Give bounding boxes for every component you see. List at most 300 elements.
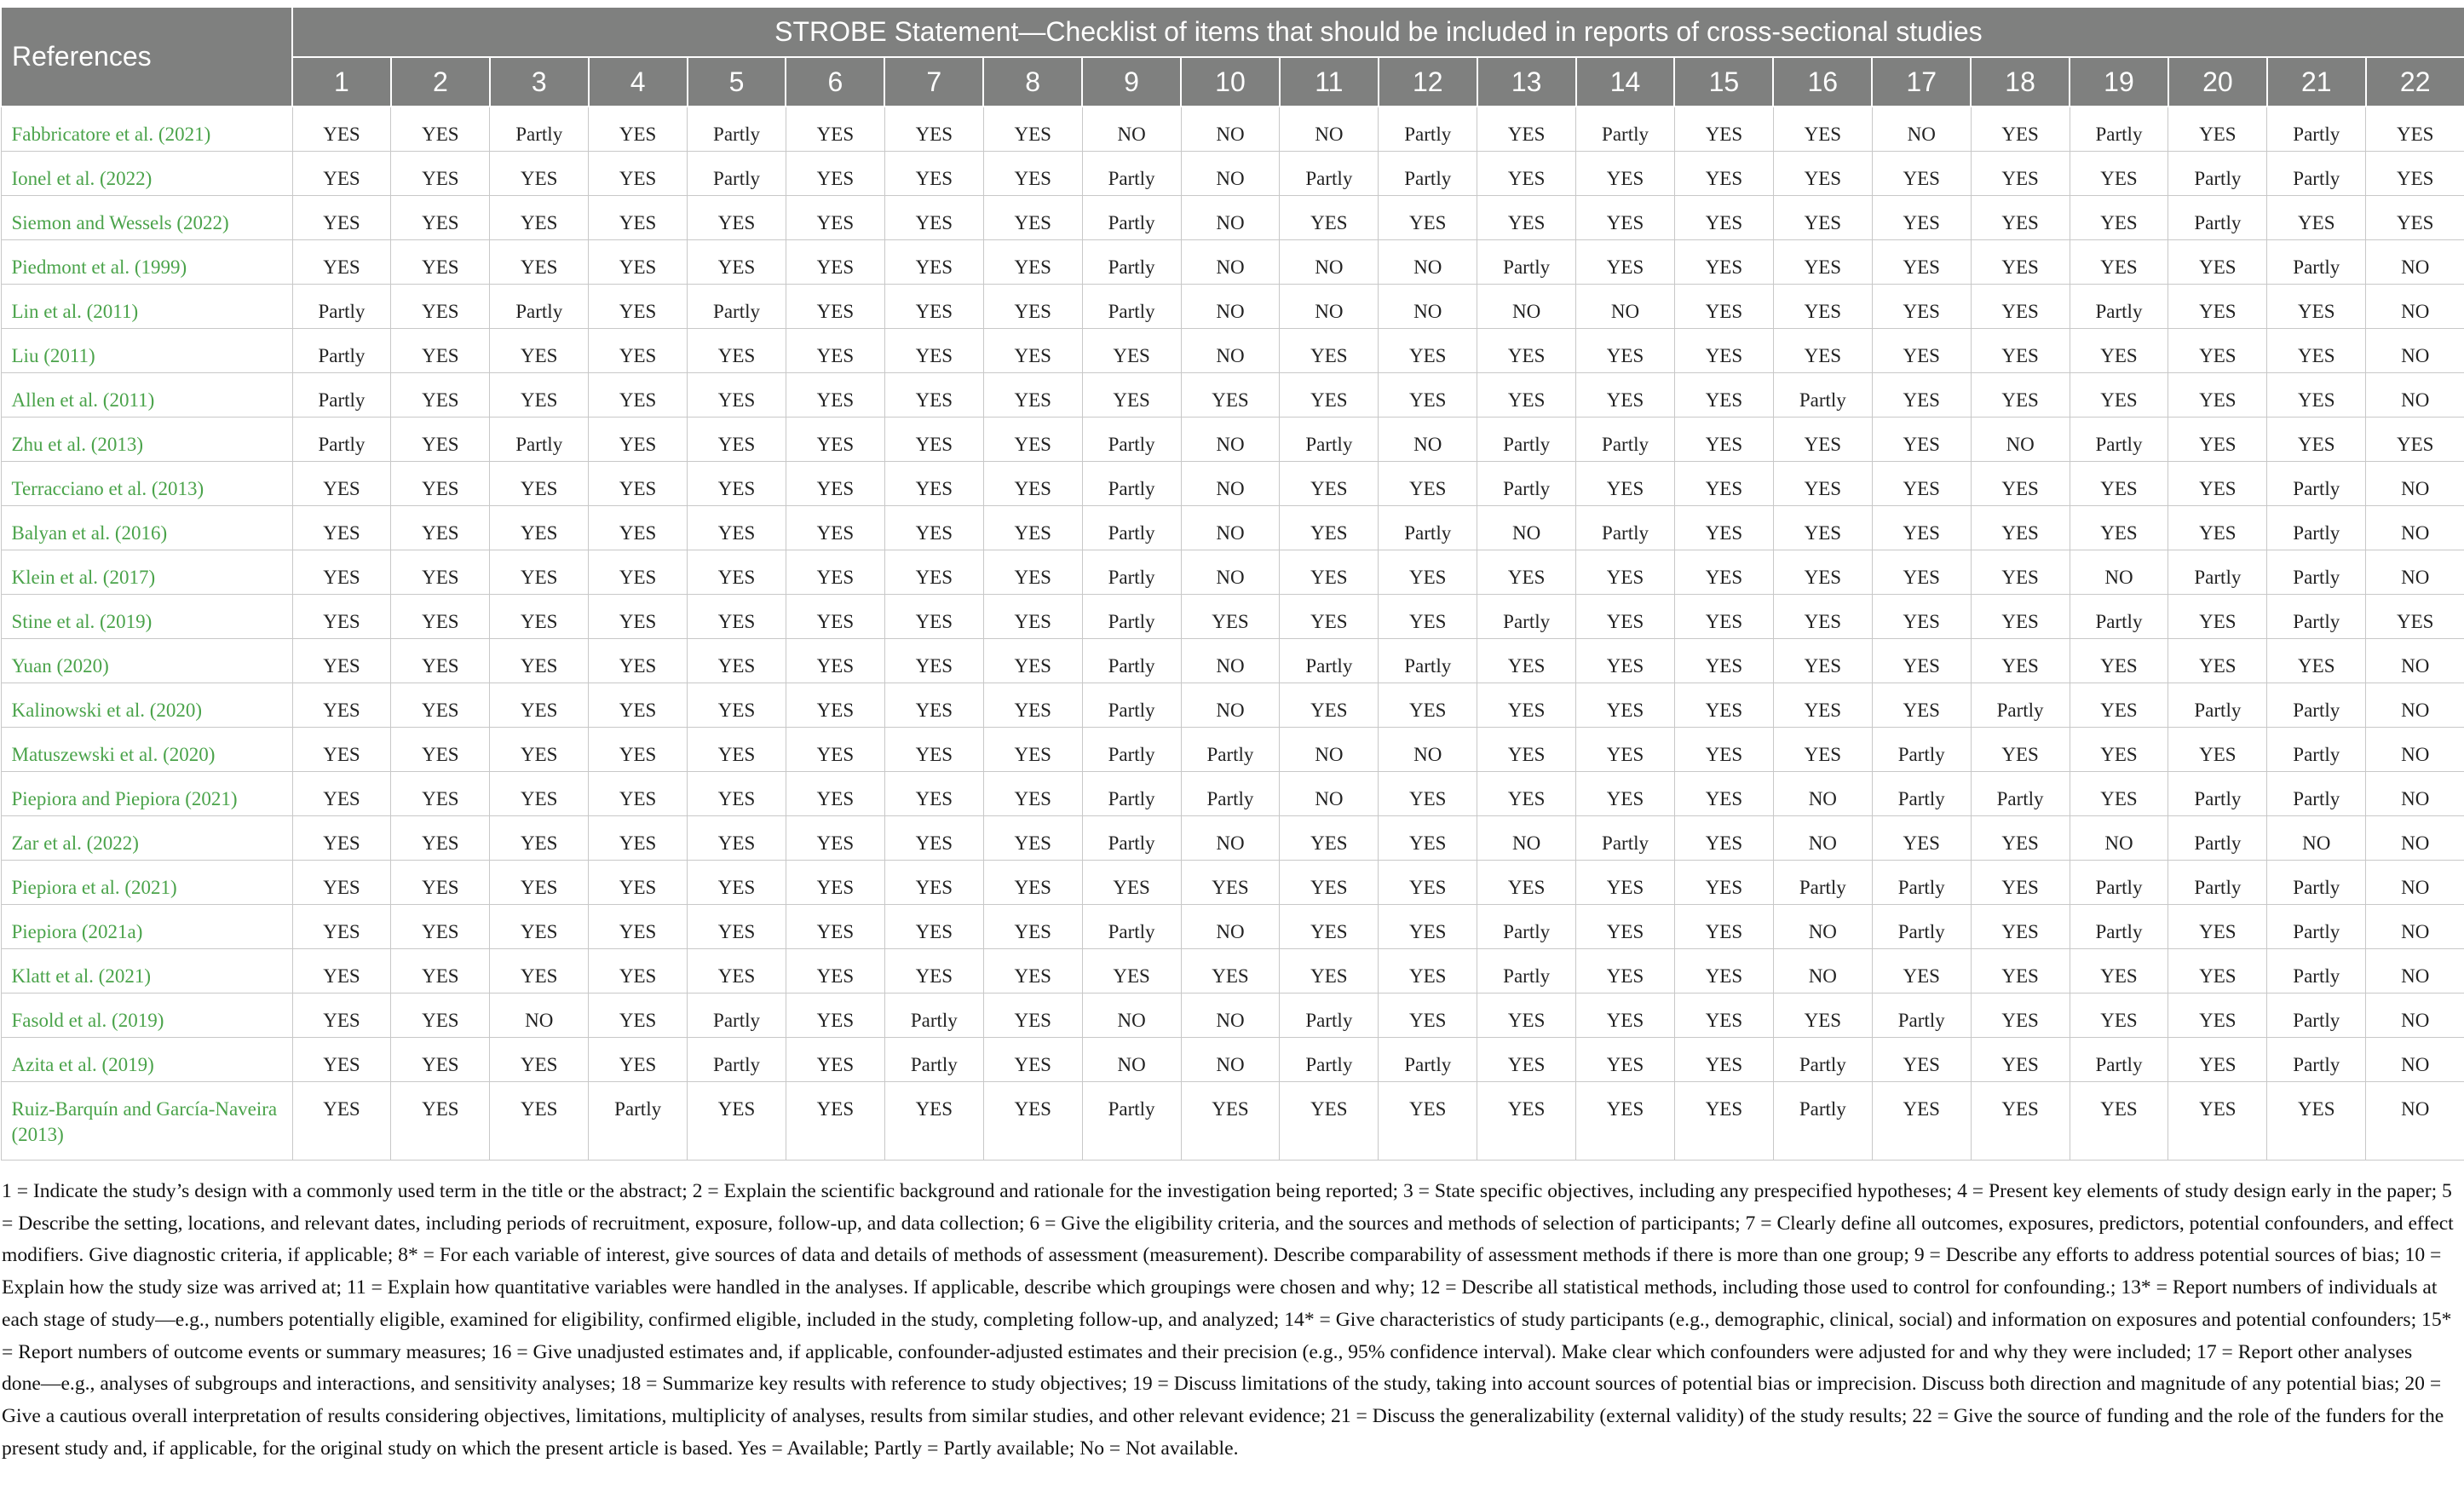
rating-cell: Partly [1971,772,2070,816]
rating-cell: YES [490,905,589,949]
rating-cell: YES [1674,639,1773,683]
reference-link[interactable]: Fabbricatore et al. (2021) [1,107,292,152]
rating-cell: YES [1773,994,1872,1038]
rating-cell: YES [983,1038,1082,1082]
reference-link[interactable]: Matuszewski et al. (2020) [1,728,292,772]
rating-cell: YES [884,772,983,816]
rating-cell: YES [1576,949,1675,994]
reference-link[interactable]: Klein et al. (2017) [1,550,292,595]
rating-cell: YES [688,418,786,462]
rating-cell: NO [2070,816,2168,861]
rating-cell: YES [1082,329,1181,373]
table-row [1,728,2464,772]
table-row [1,462,2464,506]
rating-cell: Partly [2070,905,2168,949]
rating-cell: Partly [2168,196,2267,240]
rating-cell: Partly [2267,1038,2366,1082]
rating-cell: Partly [1082,152,1181,196]
rating-cell: YES [1477,196,1576,240]
rating-cell: Partly [2267,462,2366,506]
rating-cell: Partly [1082,1082,1181,1161]
rating-cell: YES [786,329,884,373]
rating-cell: YES [1674,152,1773,196]
rating-cell: YES [1674,861,1773,905]
rating-cell: YES [1773,196,1872,240]
rating-cell: YES [688,462,786,506]
rating-cell: YES [983,285,1082,329]
rating-cell: YES [1674,905,1773,949]
rating-cell: YES [391,949,490,994]
rating-cell: NO [1181,506,1280,550]
rating-cell: YES [1576,639,1675,683]
rating-cell: YES [1477,1038,1576,1082]
rating-cell: YES [884,196,983,240]
reference-link[interactable]: Piepiora et al. (2021) [1,861,292,905]
item-number-header: 9 [1082,57,1181,107]
rating-cell: YES [1773,550,1872,595]
rating-cell: YES [1082,861,1181,905]
rating-cell: NO [1477,816,1576,861]
rating-cell: Partly [1773,861,1872,905]
rating-cell: YES [1872,506,1971,550]
rating-cell: YES [1674,728,1773,772]
rating-cell: Partly [1971,683,2070,728]
rating-cell: Partly [1280,994,1379,1038]
rating-cell: Partly [2070,595,2168,639]
rating-cell: YES [589,772,688,816]
rating-cell: Partly [292,373,391,418]
rating-cell: YES [2366,152,2464,196]
rating-cell: YES [2366,595,2464,639]
rating-cell: YES [983,772,1082,816]
reference-link[interactable]: Yuan (2020) [1,639,292,683]
rating-cell: YES [2070,329,2168,373]
rating-cell: YES [1971,196,2070,240]
rating-cell: YES [1379,949,1477,994]
rating-cell: YES [391,905,490,949]
rating-cell: Partly [1082,240,1181,285]
rating-cell: YES [490,506,589,550]
rating-cell: YES [490,639,589,683]
rating-cell: YES [1773,639,1872,683]
rating-cell: YES [688,772,786,816]
rating-cell: YES [1280,373,1379,418]
rating-cell: Partly [1082,639,1181,683]
rating-cell: Partly [1477,949,1576,994]
rating-cell: YES [2168,418,2267,462]
rating-cell: YES [1576,772,1675,816]
rating-cell: YES [884,949,983,994]
rating-cell: YES [786,905,884,949]
rating-cell: YES [1280,329,1379,373]
rating-cell: YES [1872,285,1971,329]
rating-cell: YES [1773,728,1872,772]
rating-cell: YES [391,1038,490,1082]
rating-cell: YES [1872,639,1971,683]
rating-cell: Partly [1082,683,1181,728]
rating-cell: YES [1477,152,1576,196]
reference-link[interactable]: Piepiora (2021a) [1,905,292,949]
rating-cell: YES [2168,728,2267,772]
rating-cell: NO [1773,816,1872,861]
rating-cell: YES [2168,240,2267,285]
rating-cell: YES [391,418,490,462]
rating-cell: YES [589,905,688,949]
rating-cell: YES [2168,506,2267,550]
rating-cell: YES [1379,861,1477,905]
table-row [1,550,2464,595]
rating-cell: YES [292,994,391,1038]
reference-link[interactable]: Azita et al. (2019) [1,1038,292,1082]
rating-cell: YES [589,373,688,418]
rating-cell: YES [1773,107,1872,152]
table-row [1,240,2464,285]
reference-link[interactable]: Kalinowski et al. (2020) [1,683,292,728]
rating-cell: YES [1872,683,1971,728]
rating-cell: YES [1181,1082,1280,1161]
table-row [1,196,2464,240]
rating-cell: YES [1773,462,1872,506]
rating-cell: Partly [2267,728,2366,772]
table-row [1,285,2464,329]
rating-cell: YES [391,373,490,418]
rating-cell: YES [490,1082,589,1161]
rating-cell: YES [391,196,490,240]
reference-link[interactable]: Piepiora and Piepiora (2021) [1,772,292,816]
rating-cell: YES [391,1082,490,1161]
item-number-header: 6 [786,57,884,107]
rating-cell: YES [2168,373,2267,418]
reference-link[interactable]: Ruiz-Barquín and García-Naveira (2013) [1,1082,292,1161]
rating-cell: YES [1576,1038,1675,1082]
rating-cell: YES [688,683,786,728]
rating-cell: YES [1379,373,1477,418]
rating-cell: YES [1872,152,1971,196]
rating-cell: Partly [589,1082,688,1161]
rating-cell: YES [490,861,589,905]
rating-cell: YES [1971,550,2070,595]
item-number-header: 1 [292,57,391,107]
rating-cell: NO [1872,107,1971,152]
item-number-header: 21 [2267,57,2366,107]
table-row [1,994,2464,1038]
rating-cell: YES [292,728,391,772]
rating-cell: Partly [1773,373,1872,418]
rating-cell: YES [688,240,786,285]
rating-cell: NO [1181,994,1280,1038]
rating-cell: YES [1674,772,1773,816]
rating-cell: YES [983,595,1082,639]
rating-cell: YES [786,196,884,240]
rating-cell: YES [2070,639,2168,683]
rating-cell: YES [786,240,884,285]
rating-cell: YES [1872,462,1971,506]
rating-cell: YES [983,683,1082,728]
rating-cell: YES [983,994,1082,1038]
rating-cell: YES [1280,462,1379,506]
rating-cell: YES [1773,285,1872,329]
rating-cell: YES [786,994,884,1038]
rating-cell: YES [1971,861,2070,905]
rating-cell: YES [1379,772,1477,816]
rating-cell: Partly [1576,107,1675,152]
rating-cell: YES [1379,550,1477,595]
rating-cell: NO [1576,285,1675,329]
table-row [1,373,2464,418]
rating-cell: YES [391,816,490,861]
rating-cell: YES [1971,107,2070,152]
rating-cell: YES [2070,949,2168,994]
rating-cell: YES [786,506,884,550]
rating-cell: YES [983,418,1082,462]
rating-cell: YES [1773,329,1872,373]
rating-cell: YES [589,728,688,772]
rating-cell: YES [884,639,983,683]
rating-cell: YES [1971,462,2070,506]
rating-cell: YES [391,994,490,1038]
rating-cell: NO [2366,639,2464,683]
rating-cell: YES [1773,595,1872,639]
strobe-statement-header: STROBE Statement—Checklist of items that should be included in reports of cross-sectional studies [292,7,2464,57]
rating-cell: Partly [1576,816,1675,861]
rating-cell: YES [1477,772,1576,816]
rating-cell: YES [490,550,589,595]
rating-cell: YES [2267,373,2366,418]
rating-cell: YES [884,550,983,595]
rating-cell: NO [1477,506,1576,550]
reference-link[interactable]: Ionel et al. (2022) [1,152,292,196]
rating-cell: YES [1872,240,1971,285]
rating-cell: YES [1576,728,1675,772]
rating-cell: YES [688,373,786,418]
rating-cell: Partly [1379,1038,1477,1082]
rating-cell: YES [2168,1038,2267,1082]
strobe-checklist-table [0,6,2464,1161]
rating-cell: Partly [490,418,589,462]
rating-cell: Partly [490,107,589,152]
rating-cell: Partly [1576,506,1675,550]
rating-cell: NO [1280,240,1379,285]
rating-cell: YES [983,373,1082,418]
rating-cell: YES [1576,905,1675,949]
rating-cell: YES [983,329,1082,373]
rating-cell: YES [786,949,884,994]
rating-cell: YES [1773,152,1872,196]
rating-cell: Partly [2267,905,2366,949]
rating-cell: YES [1477,994,1576,1038]
rating-cell: YES [884,683,983,728]
rating-cell: YES [1674,949,1773,994]
reference-link[interactable]: Stine et al. (2019) [1,595,292,639]
rating-cell: NO [2366,683,2464,728]
item-number-header: 10 [1181,57,1280,107]
rating-cell: YES [490,595,589,639]
rating-cell: YES [983,905,1082,949]
rating-cell: YES [1576,240,1675,285]
rating-cell: YES [1872,329,1971,373]
rating-cell: YES [589,329,688,373]
rating-cell: YES [983,240,1082,285]
rating-cell: YES [1971,1082,2070,1161]
rating-cell: YES [2070,196,2168,240]
rating-cell: YES [884,595,983,639]
rating-cell: YES [1280,905,1379,949]
rating-cell: NO [1971,418,2070,462]
rating-cell: YES [1082,949,1181,994]
rating-cell: YES [983,550,1082,595]
rating-cell: YES [490,373,589,418]
rating-cell: YES [786,1082,884,1161]
rating-cell: YES [589,816,688,861]
rating-cell: YES [2267,1082,2366,1161]
rating-cell: YES [1674,550,1773,595]
rating-cell: NO [1082,994,1181,1038]
rating-cell: YES [589,506,688,550]
rating-cell: Partly [1082,905,1181,949]
table-row [1,861,2464,905]
item-number-header: 22 [2366,57,2464,107]
rating-cell: Partly [2267,550,2366,595]
rating-cell: Partly [1082,772,1181,816]
item-number-header: 12 [1379,57,1477,107]
rating-cell: YES [2070,152,2168,196]
rating-cell: YES [1674,240,1773,285]
reference-link[interactable]: Allen et al. (2011) [1,373,292,418]
rating-cell: YES [688,506,786,550]
rating-cell: NO [1181,329,1280,373]
rating-cell: YES [1872,1082,1971,1161]
rating-cell: NO [2366,861,2464,905]
rating-cell: YES [1674,329,1773,373]
rating-cell: YES [1379,462,1477,506]
rating-cell: YES [391,639,490,683]
rating-cell: Partly [1082,816,1181,861]
rating-cell: YES [391,683,490,728]
rating-cell: YES [1773,506,1872,550]
rating-cell: YES [1872,196,1971,240]
rating-cell: YES [2168,1082,2267,1161]
reference-link[interactable]: Siemon and Wessels (2022) [1,196,292,240]
rating-cell: Partly [1082,595,1181,639]
rating-cell: YES [589,949,688,994]
rating-cell: NO [2366,285,2464,329]
rating-cell: YES [1971,639,2070,683]
rating-cell: NO [2366,1038,2464,1082]
rating-cell: YES [292,1082,391,1161]
rating-cell: NO [2366,329,2464,373]
rating-cell: YES [490,196,589,240]
rating-cell: YES [589,418,688,462]
rating-cell: YES [688,905,786,949]
rating-cell: YES [1674,683,1773,728]
table-row [1,772,2464,816]
reference-link[interactable]: Balyan et al. (2016) [1,506,292,550]
reference-link[interactable]: Klatt et al. (2021) [1,949,292,994]
rating-cell: YES [2267,285,2366,329]
rating-cell: YES [1280,1082,1379,1161]
rating-cell: YES [589,639,688,683]
rating-cell: NO [1280,107,1379,152]
rating-cell: YES [884,462,983,506]
rating-cell: Partly [1280,1038,1379,1082]
reference-link[interactable]: Liu (2011) [1,329,292,373]
rating-cell: YES [1674,196,1773,240]
rating-cell: YES [1280,595,1379,639]
reference-link[interactable]: Zhu et al. (2013) [1,418,292,462]
reference-link[interactable]: Lin et al. (2011) [1,285,292,329]
rating-cell: YES [1576,462,1675,506]
rating-cell: YES [786,152,884,196]
rating-cell: NO [1280,772,1379,816]
rating-cell: YES [391,462,490,506]
rating-cell: NO [1181,816,1280,861]
rating-cell: YES [292,506,391,550]
rating-cell: YES [2070,506,2168,550]
rating-cell: Partly [688,107,786,152]
rating-cell: YES [1872,418,1971,462]
item-number-header-row [1,57,2464,107]
rating-cell: YES [292,240,391,285]
rating-cell: Partly [2267,949,2366,994]
table-row [1,905,2464,949]
table-row [1,1082,2464,1161]
rating-cell: YES [292,639,391,683]
rating-cell: YES [1674,816,1773,861]
reference-link[interactable]: Piedmont et al. (1999) [1,240,292,285]
rating-cell: YES [1971,949,2070,994]
rating-cell: Partly [1477,462,1576,506]
rating-cell: YES [292,196,391,240]
rating-cell: NO [1181,240,1280,285]
rating-cell: YES [391,329,490,373]
rating-cell: YES [1576,550,1675,595]
rating-cell: YES [2168,285,2267,329]
rating-cell: YES [490,949,589,994]
reference-link[interactable]: Zar et al. (2022) [1,816,292,861]
rating-cell: YES [884,905,983,949]
rating-cell: NO [1773,772,1872,816]
item-number-header: 3 [490,57,589,107]
item-number-header: 13 [1477,57,1576,107]
rating-cell: YES [1674,994,1773,1038]
rating-cell: YES [1477,639,1576,683]
table-row [1,506,2464,550]
rating-cell: YES [391,772,490,816]
rating-cell: YES [2168,107,2267,152]
rating-cell: YES [589,152,688,196]
rating-cell: Partly [1872,994,1971,1038]
rating-cell: Partly [1477,418,1576,462]
rating-cell: YES [1576,595,1675,639]
reference-link[interactable]: Terracciano et al. (2013) [1,462,292,506]
rating-cell: NO [1280,728,1379,772]
item-number-header: 8 [983,57,1082,107]
rating-cell: Partly [2070,861,2168,905]
rating-cell: YES [589,107,688,152]
rating-cell: NO [1280,285,1379,329]
rating-cell: YES [1971,994,2070,1038]
reference-link[interactable]: Fasold et al. (2019) [1,994,292,1038]
rating-cell: YES [2267,418,2366,462]
table-row [1,1038,2464,1082]
rating-cell: Partly [884,1038,983,1082]
rating-cell: NO [2366,949,2464,994]
item-number-header: 2 [391,57,490,107]
rating-cell: YES [1971,329,2070,373]
rating-cell: YES [983,462,1082,506]
rating-cell: YES [1379,329,1477,373]
table-row [1,949,2464,994]
